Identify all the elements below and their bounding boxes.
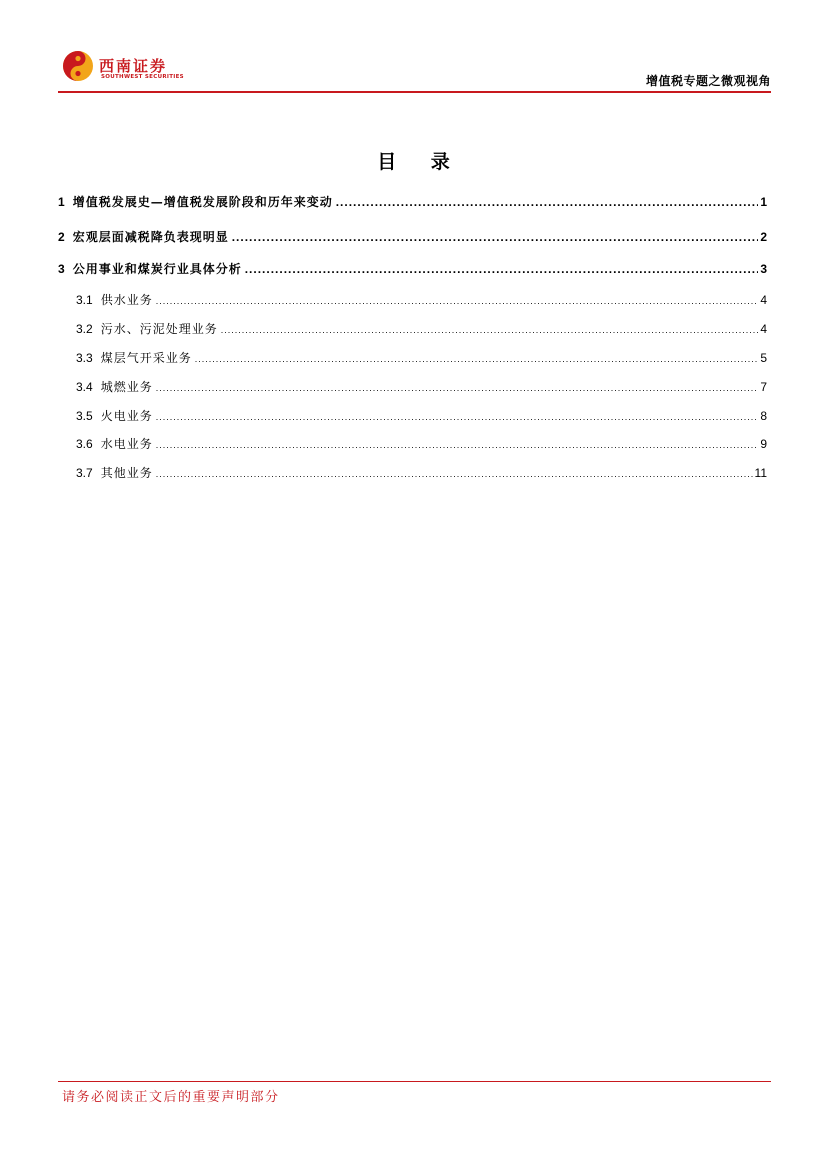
toc-entry-number: 3.6 bbox=[76, 437, 93, 451]
report-title: 增值税专题之微观视角 bbox=[645, 74, 771, 88]
toc-entry-title: 增值税发展史—增值税发展阶段和历年来变动 bbox=[72, 195, 333, 209]
toc-entry-number: 2 bbox=[58, 230, 65, 244]
logo-english-name: SOUTHWEST SECURITIES bbox=[101, 74, 184, 80]
toc-entry-title: 城燃业务 bbox=[100, 380, 153, 394]
toc-leader-dots bbox=[221, 325, 759, 335]
toc-entry-number: 3.2 bbox=[76, 322, 93, 336]
toc-leader-dots bbox=[156, 383, 759, 393]
toc-entry-page: 1 bbox=[760, 195, 767, 209]
toc-leader-dots bbox=[156, 469, 753, 479]
toc-entry-number: 3.4 bbox=[76, 380, 93, 394]
footer-divider bbox=[58, 1081, 771, 1082]
toc-entry-number: 3.7 bbox=[76, 466, 93, 480]
toc-entry-page: 4 bbox=[760, 322, 767, 336]
toc-leader-dots bbox=[156, 296, 759, 306]
toc-entry-number: 3.1 bbox=[76, 293, 93, 307]
toc-subentry[interactable] bbox=[76, 291, 767, 308]
toc-leader-dots bbox=[245, 262, 759, 276]
toc-entry-title: 水电业务 bbox=[100, 437, 153, 451]
toc-subentry[interactable] bbox=[76, 464, 767, 481]
toc-entry-page: 7 bbox=[760, 380, 767, 394]
toc-entry-page: 8 bbox=[760, 409, 767, 423]
toc-entry-title: 火电业务 bbox=[100, 409, 153, 423]
toc-entry-title: 宏观层面减税降负表现明显 bbox=[72, 230, 229, 244]
toc-subentry[interactable] bbox=[76, 320, 767, 337]
toc-entry-page: 11 bbox=[754, 466, 767, 480]
header-divider bbox=[58, 91, 771, 93]
toc-leader-dots bbox=[232, 230, 759, 244]
toc-entry-page: 5 bbox=[760, 351, 767, 365]
toc-entry-title: 公用事业和煤炭行业具体分析 bbox=[72, 262, 242, 276]
footer-disclaimer: 请务必阅读正文后的重要声明部分 bbox=[62, 1090, 280, 1105]
toc-entry-page: 3 bbox=[760, 262, 767, 276]
toc-entry-number: 1 bbox=[58, 195, 65, 209]
toc-leader-dots bbox=[156, 412, 759, 422]
toc-leader-dots bbox=[195, 354, 759, 364]
toc-heading: 目 录 bbox=[377, 151, 464, 173]
toc-entry[interactable] bbox=[58, 228, 767, 245]
toc-entry-number: 3.3 bbox=[76, 351, 93, 365]
toc-entry-number: 3.5 bbox=[76, 409, 93, 423]
toc-entry-title: 供水业务 bbox=[100, 293, 153, 307]
logo-chinese-name: 西南证券 bbox=[99, 57, 168, 75]
toc-entry-title: 煤层气开采业务 bbox=[100, 351, 192, 365]
toc-entry[interactable] bbox=[58, 260, 767, 277]
toc-entry-title: 其他业务 bbox=[100, 466, 153, 480]
toc-leader-dots bbox=[336, 195, 759, 209]
toc-entry-number: 3 bbox=[58, 262, 65, 276]
company-logo bbox=[62, 50, 184, 84]
toc-entry-page: 9 bbox=[760, 437, 767, 451]
toc-subentry[interactable] bbox=[76, 349, 767, 366]
toc-subentry[interactable] bbox=[76, 378, 767, 395]
toc-subentry[interactable] bbox=[76, 435, 767, 452]
toc-entry-page: 4 bbox=[760, 293, 767, 307]
toc-entry[interactable] bbox=[58, 193, 767, 210]
toc-subentry[interactable] bbox=[76, 407, 767, 424]
toc-leader-dots bbox=[156, 440, 759, 450]
page-header bbox=[58, 48, 771, 94]
toc-entry-page: 2 bbox=[760, 230, 767, 244]
logo-emblem-icon bbox=[62, 50, 94, 82]
toc-entry-title: 污水、污泥处理业务 bbox=[100, 322, 218, 336]
